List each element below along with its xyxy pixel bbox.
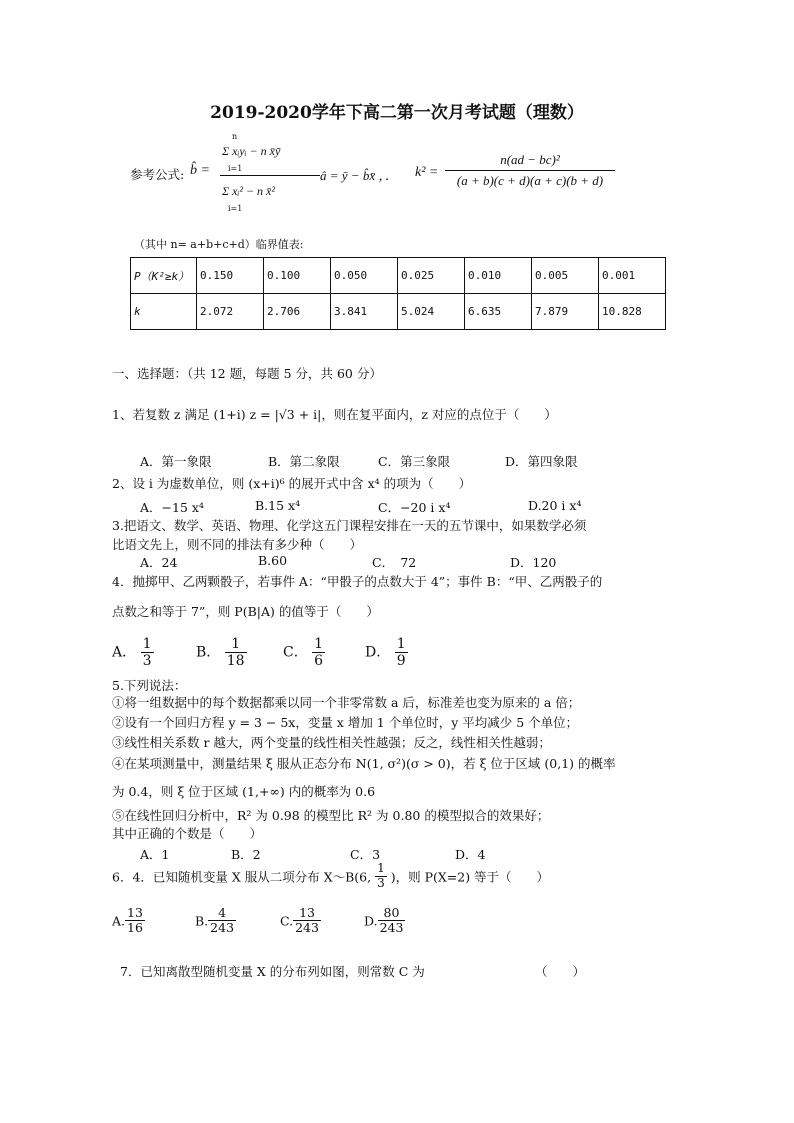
option-label: C． bbox=[283, 644, 308, 661]
q1-option-a: A．第一象限 bbox=[140, 454, 212, 469]
q1-option-b: B．第二象限 bbox=[268, 454, 340, 469]
q5-statement-4b: 为 0.4，则 ξ 位于区域 (1,+∞) 内的概率为 0.6 bbox=[112, 784, 376, 799]
fraction: $\frac{1}{3}$ bbox=[377, 861, 385, 890]
q5-option-a: A．1 bbox=[140, 847, 170, 862]
table-row bbox=[131, 294, 666, 330]
critical-value-table bbox=[130, 257, 666, 330]
formula-label: 参考公式: bbox=[130, 167, 185, 182]
q1-stem: 1、若复数 z 满足 (1+i) z = |√3 + i|，则在复平面内，z 对应的点位于（ ） bbox=[112, 407, 557, 422]
fraction: $\frac{80}{243}$ bbox=[379, 905, 404, 936]
table-cell: 2.706 bbox=[264, 294, 331, 330]
q7-stem: 7．已知离散型随机变量 X 的分布列如图，则常数 C 为 bbox=[120, 964, 425, 979]
fraction: $\frac{1}{3}$ bbox=[142, 636, 152, 670]
q1-option-d: D．第四象限 bbox=[505, 454, 578, 469]
q4-option-a bbox=[112, 636, 154, 669]
q3-option-b: B.60 bbox=[258, 553, 288, 568]
q6-stem-part2: )，则 P(X=2) 等于（ ） bbox=[390, 869, 550, 885]
option-label: A. bbox=[112, 913, 126, 929]
b-numerator: Σ xᵢyᵢ − n x̄ȳ bbox=[222, 144, 281, 158]
q2-option-b: B.15 x⁴ bbox=[255, 498, 301, 513]
sum-bottom: i=1 bbox=[228, 164, 243, 173]
fraction: $\frac{4}{243}$ bbox=[210, 905, 235, 936]
page-title: 2019-2020学年下高二第一次月考试题（理数） bbox=[210, 103, 584, 123]
q3-stem-line2: 比语文先上，则不同的排法有多少种（ ） bbox=[112, 537, 363, 552]
q5-statement-5: ⑤在线性回归分析中，R² 为 0.98 的模型比 R² 为 0.80 的模型拟合的效果好； bbox=[112, 808, 550, 823]
table-row bbox=[131, 258, 666, 294]
fraction: $\frac{1}{9}$ bbox=[396, 636, 406, 670]
q4-stem-line1: 4．抛掷甲、乙两颗骰子，若事件 A：“甲骰子的点数大于 4”；事件 B：“甲、乙两骰子的 bbox=[112, 574, 603, 589]
q5-option-b: B．2 bbox=[231, 847, 261, 862]
formula-b-hat: b̂ = bbox=[190, 163, 210, 178]
q5-head: 5.下列说法： bbox=[112, 678, 187, 693]
b-denominator: Σ xᵢ² − n x̄² bbox=[222, 184, 275, 198]
q3-option-c: C． 72 bbox=[372, 555, 417, 570]
q4-stem-line2: 点数之和等于 7”，则 P(B|A) 的值等于（ ） bbox=[112, 604, 379, 619]
option-label: C. bbox=[280, 913, 294, 929]
q5-statement-2: ②设有一个回归方程 y = 3 − 5x，变量 x 增加 1 个单位时，y 平均减少 5 个单位； bbox=[112, 715, 579, 730]
table-cell: 7.879 bbox=[532, 294, 599, 330]
q5-ask: 其中正确的个数是（ ） bbox=[112, 826, 263, 841]
q5-option-d: D．4 bbox=[455, 847, 486, 862]
table-cell: 6.635 bbox=[465, 294, 532, 330]
q1-option-c: C．第三象限 bbox=[378, 454, 451, 469]
q3-stem-line1: 3.把语文、数学、英语、物理、化学这五门课程安排在一天的五节课中，如果数学必须 bbox=[112, 518, 587, 533]
table-cell: 3.841 bbox=[331, 294, 398, 330]
k2-numerator: n(ad − bc)² bbox=[445, 152, 615, 171]
q5-option-c: C．3 bbox=[350, 847, 381, 862]
formula-k2: k² = bbox=[415, 165, 439, 180]
table-row-head: P（K²≥k） bbox=[131, 258, 197, 294]
option-label: B. bbox=[195, 913, 209, 929]
fraction: $\frac{1}{6}$ bbox=[314, 636, 324, 670]
q5-statement-3: ③线性相关系数 r 越大，两个变量的线性相关性越强；反之，线性相关性越弱； bbox=[112, 735, 551, 750]
table-row-head: k bbox=[131, 294, 197, 330]
table-cell: 10.828 bbox=[599, 294, 666, 330]
q6-option-c bbox=[280, 906, 321, 936]
option-label: B． bbox=[196, 644, 221, 661]
option-label: D. bbox=[364, 913, 378, 929]
q7-answer-paren: （ ） bbox=[535, 964, 586, 979]
table-cell: 0.150 bbox=[197, 258, 264, 294]
fraction: $\frac{1}{18}$ bbox=[226, 636, 245, 670]
sum-top: n bbox=[232, 132, 238, 141]
q4-option-c bbox=[283, 636, 325, 669]
q6-stem-part1: 6．4．已知随机变量 X 服从二项分布 X～B(6, bbox=[112, 869, 372, 885]
section-heading: 一、选择题：（共 12 题，每题 5 分，共 60 分） bbox=[112, 366, 382, 381]
table-cell: 5.024 bbox=[398, 294, 465, 330]
q2-option-a: A．−15 x⁴ bbox=[140, 500, 204, 515]
sum-bottom-2: i=1 bbox=[228, 204, 243, 213]
formula-b-fraction bbox=[220, 132, 325, 217]
q2-option-c: C．−20 i x⁴ bbox=[378, 500, 451, 515]
q6-option-d bbox=[364, 906, 405, 936]
q3-option-d: D．120 bbox=[510, 555, 557, 570]
table-cell: 0.100 bbox=[264, 258, 331, 294]
table-cell: 0.005 bbox=[532, 258, 599, 294]
q5-statement-4a: ④在某项测量中，测量结果 ξ 服从正态分布 N(1, σ²)(σ > 0)，若 ξ 位于区域 (0,1) 的概率 bbox=[112, 756, 616, 771]
table-cell: 0.050 bbox=[331, 258, 398, 294]
q2-option-d: D.20 i x⁴ bbox=[528, 498, 582, 513]
k2-denominator: (a + b)(c + d)(a + c)(b + d) bbox=[456, 173, 604, 188]
formula-a-hat: â = ȳ − b̂x̄ ，． bbox=[320, 168, 398, 183]
q6-option-b bbox=[195, 906, 236, 936]
formula-k2-fraction bbox=[445, 152, 615, 189]
table-caption: （其中 n= a+b+c+d）临界值表: bbox=[134, 238, 304, 251]
q3-option-a: A．24 bbox=[140, 555, 178, 570]
table-cell: 0.010 bbox=[465, 258, 532, 294]
option-label: A． bbox=[112, 644, 137, 661]
table-cell: 0.025 bbox=[398, 258, 465, 294]
fraction: $\frac{13}{243}$ bbox=[295, 905, 319, 936]
q4-option-b bbox=[196, 636, 247, 669]
q6-stem bbox=[112, 862, 549, 891]
fraction-bar bbox=[220, 175, 320, 176]
fraction: $\frac{13}{16}$ bbox=[127, 905, 143, 936]
q2-stem: 2、设 i 为虚数单位，则 (x+i)⁶ 的展开式中含 x⁴ 的项为（ ） bbox=[112, 476, 472, 491]
q4-option-d bbox=[365, 636, 408, 669]
option-label: D． bbox=[365, 644, 391, 661]
q6-option-a bbox=[112, 906, 145, 936]
table-cell: 2.072 bbox=[197, 294, 264, 330]
table-cell: 0.001 bbox=[599, 258, 666, 294]
q5-statement-1: ①将一组数据中的每个数据都乘以同一个非零常数 a 后，标准差也变为原来的 a 倍； bbox=[112, 695, 581, 710]
